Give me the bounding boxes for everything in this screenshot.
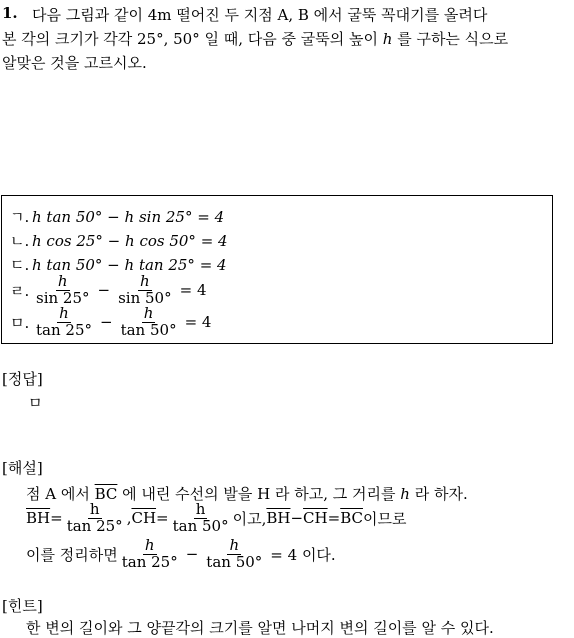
hint-text: 한 변의 길이와 그 양끝각의 크기를 알면 나머지 변의 길이를 알 수 있다. — [26, 619, 494, 637]
choice-1: ㄱ. h tan 50° − h sin 25° = 4 — [10, 207, 225, 226]
solution-line-2: $\overline{BH}$ = $\frac{h}{\tan 25^\circ}$ , $\overline{CH}$ = $\frac{h}{\tan 50^\circ}$ 이고, $\overline{BH}$ − $\overline{CH}$ = $\overline{BC}$ 이므로 — [26, 500, 407, 535]
question-number: 1. — [2, 4, 18, 22]
question-line-3: 알맞은 것을 고르시오. — [2, 54, 147, 72]
choice-2: ㄴ. h cos 25° − h cos 50° = 4 — [10, 231, 228, 250]
choice-3: ㄷ. h tan 50° − h tan 25° = 4 — [10, 255, 227, 274]
hint-heading: [힌트] — [2, 597, 43, 615]
solution-heading: [해설] — [2, 459, 43, 477]
choice-4: ㄹ. $\frac{h}{\sin 25^\circ}$ − $\frac{h}{\sin 50^\circ}$ = 4 — [10, 272, 207, 307]
answer-value: ㅁ — [28, 394, 43, 412]
solution-line-1: 점 A 에서 $\overline{BC}$ 에 내린 수선의 발을 H 라 하고, 그 거리를 h 라 하자. — [26, 485, 468, 503]
solution-line-3: 이를 정리하면 $\frac{h}{\tan 25^\circ}$ − $\frac{h}{\tan 50^\circ}$ = 4 이다. — [26, 536, 336, 571]
choice-5: ㅁ. $\frac{h}{\tan 25^\circ}$ − $\frac{h}{\tan 50^\circ}$ = 4 — [10, 304, 212, 339]
question-line-1: 다음 그림과 같이 4m 떨어진 두 지점 A, B 에서 굴뚝 꼭대기를 올려다 — [32, 6, 488, 24]
answer-heading: [정답] — [2, 370, 43, 388]
question-line-2: 본 각의 크기가 각각 25°, 50° 일 때, 다음 중 굴뚝의 높이 h 를 구하는 식으로 — [2, 30, 509, 48]
choices-box — [1, 195, 553, 344]
